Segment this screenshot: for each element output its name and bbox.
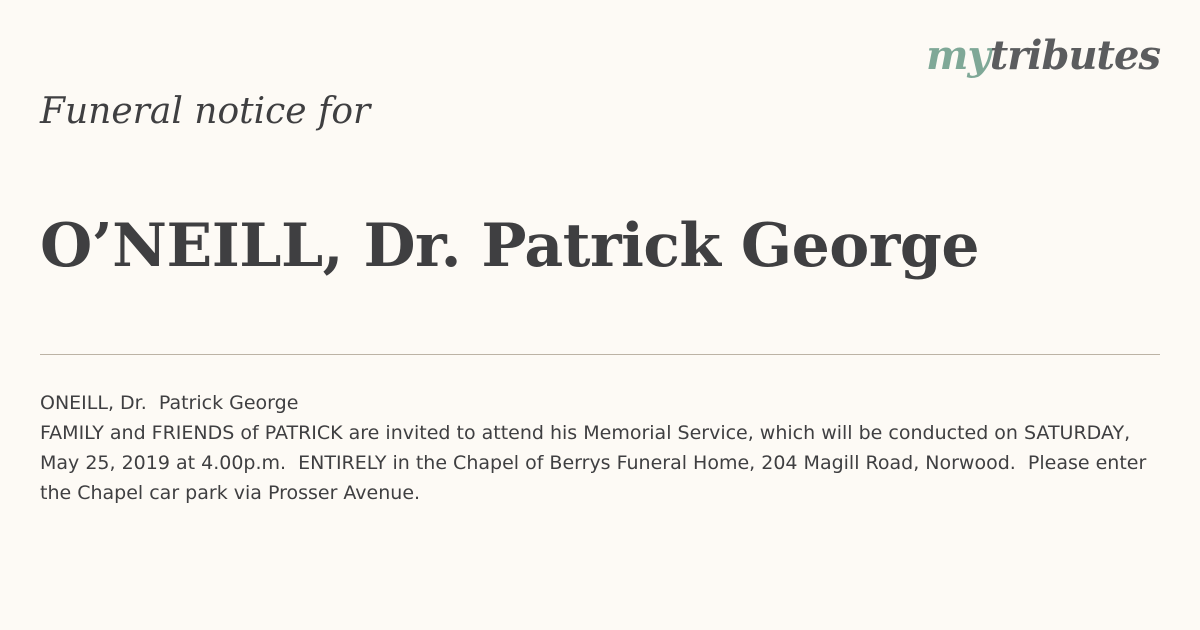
- notice-body-text: FAMILY and FRIENDS of PATRICK are invited to attend his Memorial Service, which will be conducted on SATURDAY, May 25, 2019 at 4.00p.m. ENTIRELY in the Chapel of Berrys Funeral Home, 204 Magill Road, Norwood. Please enter the Chapel car park via Prosser Avenue.: [40, 422, 1153, 504]
- logo-my: my: [926, 32, 990, 79]
- notice-body: [40, 388, 1160, 508]
- notice-intro: Funeral notice for: [40, 91, 371, 132]
- notice-body-heading: ONEILL, Dr. Patrick George: [40, 392, 299, 414]
- mytributes-logo[interactable]: [926, 32, 1160, 79]
- deceased-name: O’NEILL, Dr. Patrick George: [40, 211, 980, 281]
- logo-tributes: tributes: [989, 32, 1160, 79]
- divider: [40, 354, 1160, 355]
